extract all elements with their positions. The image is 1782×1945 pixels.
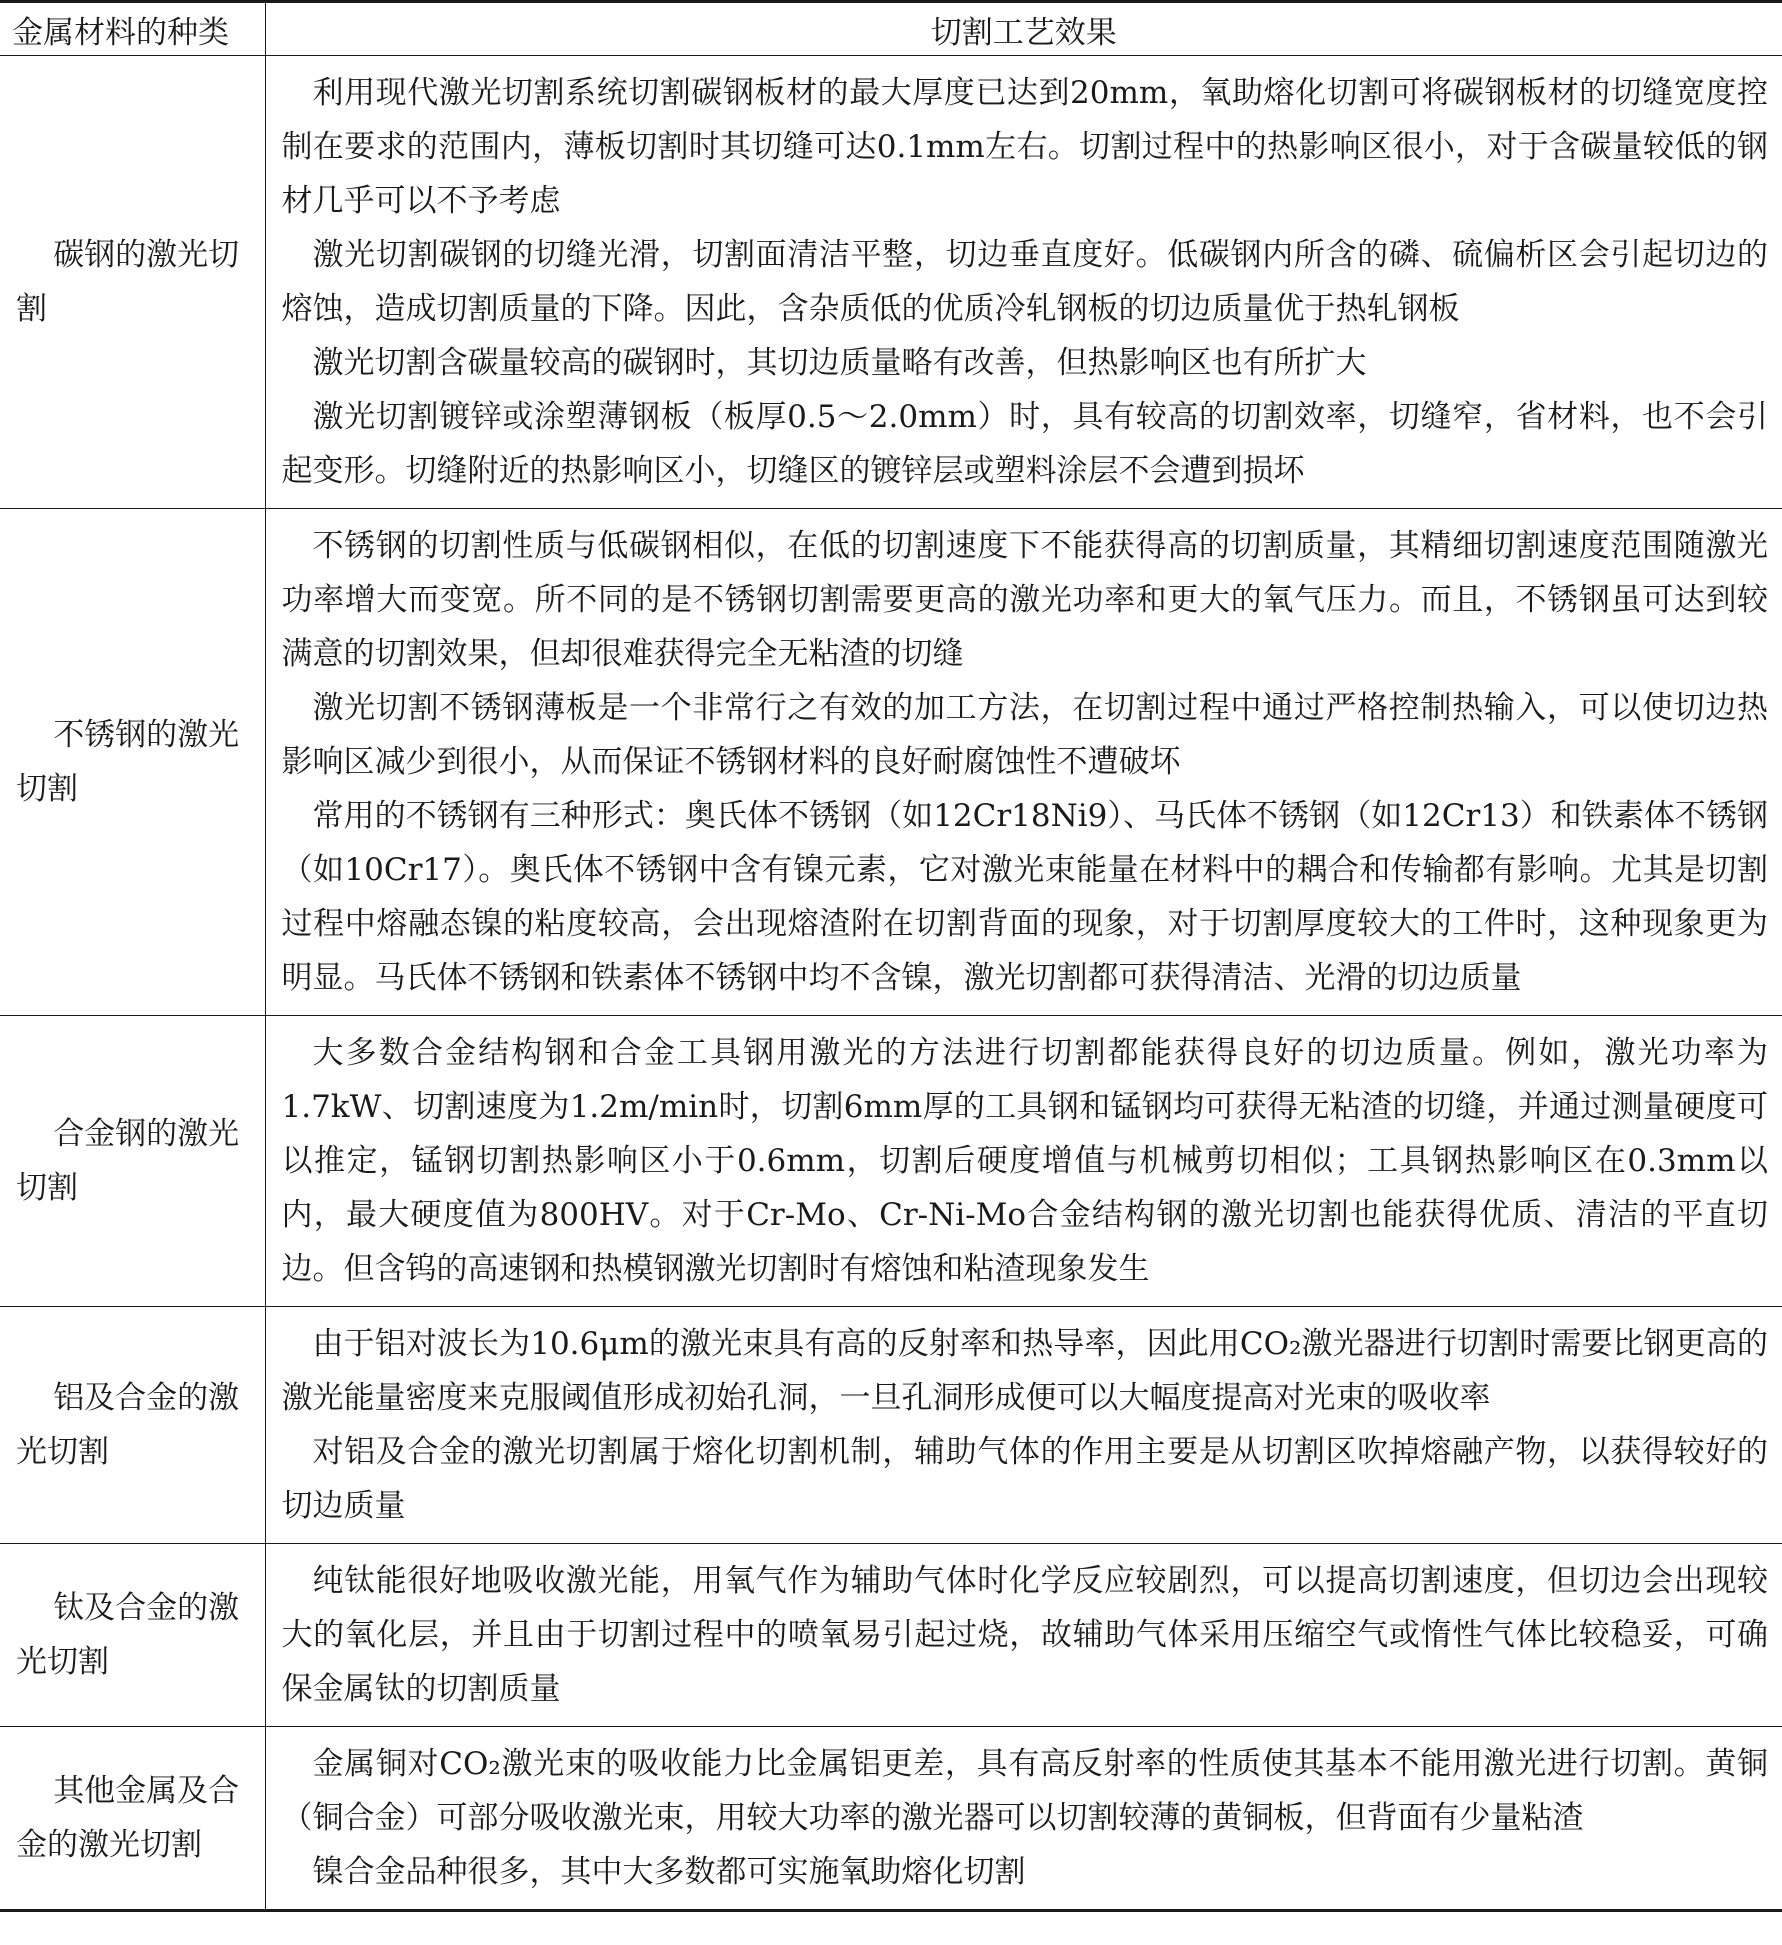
effect-cell [265,56,1782,509]
table-row [0,1544,1782,1727]
header-row [0,2,1782,56]
header-material-type: 金属材料的种类 [0,2,265,56]
effect-paragraph: 常用的不锈钢有三种形式：奥氏体不锈钢（如12Cr18Ni9）、马氏体不锈钢（如12Cr13）和铁素体不锈钢（如10Cr17）。奥氏体不锈钢中含有镍元素，它对激光束能量在材料中的耦合和传输都有影响。尤其是切割过程中熔融态镍的粘度较高，会出现熔渣附在切割背面的现象，对于切割厚度较大的工件时，这种现象更为明显。马氏体不锈钢和铁素体不锈钢中均不含镍，激光切割都可获得清洁、光滑的切边质量 [281,798,1768,996]
table-header [0,2,1782,56]
effect-paragraph: 对铝及合金的激光切割属于熔化切割机制，辅助气体的作用主要是从切割区吹掉熔融产物，以获得较好的切边质量 [281,1434,1768,1524]
effect-cell [265,1307,1782,1544]
material-type-cell: 不锈钢的激光切割 [0,509,265,1016]
effect-cell [265,1727,1782,1911]
material-type-cell: 碳钢的激光切割 [0,56,265,509]
table-row [0,1016,1782,1307]
effect-cell [265,1016,1782,1307]
material-type-cell: 合金钢的激光切割 [0,1016,265,1307]
table-body [0,56,1782,1911]
table-row [0,1307,1782,1544]
effect-paragraph: 金属铜对CO₂激光束的吸收能力比金属铝更差，具有高反射率的性质使其基本不能用激光进行切割。黄铜（铜合金）可部分吸收激光束，用较大功率的激光器可以切割较薄的黄铜板，但背面有少量粘渣 [281,1746,1768,1836]
effect-paragraph: 镍合金品种很多，其中大多数都可实施氧助熔化切割 [312,1854,1026,1890]
table-row [0,509,1782,1016]
effect-paragraph: 激光切割镀锌或涂塑薄钢板（板厚0.5～2.0mm）时，具有较高的切割效率，切缝窄，省材料，也不会引起变形。切缝附近的热影响区小，切缝区的镀锌层或塑料涂层不会遭到损坏 [281,399,1768,489]
effect-paragraph: 利用现代激光切割系统切割碳钢板材的最大厚度已达到20mm，氧助熔化切割可将碳钢板材的切缝宽度控制在要求的范围内，薄板切割时其切缝可达0.1mm左右。切割过程中的热影响区很小，对于含碳量较低的钢材几乎可以不予考虑 [281,75,1768,219]
table-row [0,1727,1782,1911]
material-type-cell: 铝及合金的激光切割 [0,1307,265,1544]
effect-cell [265,1544,1782,1727]
effect-paragraph: 激光切割不锈钢薄板是一个非常行之有效的加工方法，在切割过程中通过严格控制热输入，可以使切边热影响区减少到很小，从而保证不锈钢材料的良好耐腐蚀性不遭破坏 [281,690,1768,780]
effect-cell [265,509,1782,1016]
table-row [0,56,1782,509]
effect-paragraph: 不锈钢的切割性质与低碳钢相似，在低的切割速度下不能获得高的切割质量，其精细切割速度范围随激光功率增大而变宽。所不同的是不锈钢切割需要更高的激光功率和更大的氧气压力。而且，不锈钢虽可达到较满意的切割效果，但却很难获得完全无粘渣的切缝 [281,528,1768,672]
effect-paragraph: 由于铝对波长为10.6μm的激光束具有高的反射率和热导率，因此用CO₂激光器进行切割时需要比钢更高的激光能量密度来克服阈值形成初始孔洞，一旦孔洞形成便可以大幅度提高对光束的吸收率 [281,1326,1768,1416]
effect-paragraph: 激光切割碳钢的切缝光滑，切割面清洁平整，切边垂直度好。低碳钢内所含的磷、硫偏析区会引起切边的熔蚀，造成切割质量的下降。因此，含杂质低的优质冷轧钢板的切边质量优于热轧钢板 [281,237,1768,327]
effect-paragraph: 大多数合金结构钢和合金工具钢用激光的方法进行切割都能获得良好的切边质量。例如，激光功率为1.7kW、切割速度为1.2m/min时，切割6mm厚的工具钢和锰钢均可获得无粘渣的切缝，并通过测量硬度可以推定，锰钢切割热影响区小于0.6mm，切割后硬度增值与机械剪切相似；工具钢热影响区在0.3mm以内，最大硬度值为800HV。对于Cr-Mo、Cr-Ni-Mo合金结构钢的激光切割也能获得优质、清洁的平直切边。但含钨的高速钢和热模钢激光切割时有熔蚀和粘渣现象发生 [281,1035,1768,1287]
effect-paragraph: 纯钛能很好地吸收激光能，用氧气作为辅助气体时化学反应较剧烈，可以提高切割速度，但切边会出现较大的氧化层，并且由于切割过程中的喷氧易引起过烧，故辅助气体采用压缩空气或惰性气体比较稳妥，可确保金属钛的切割质量 [281,1563,1768,1707]
header-effect: 切割工艺效果 [265,2,1782,56]
material-type-cell: 钛及合金的激光切割 [0,1544,265,1727]
effect-paragraph: 激光切割含碳量较高的碳钢时，其切边质量略有改善，但热影响区也有所扩大 [312,345,1367,381]
material-type-cell: 其他金属及合金的激光切割 [0,1727,265,1911]
